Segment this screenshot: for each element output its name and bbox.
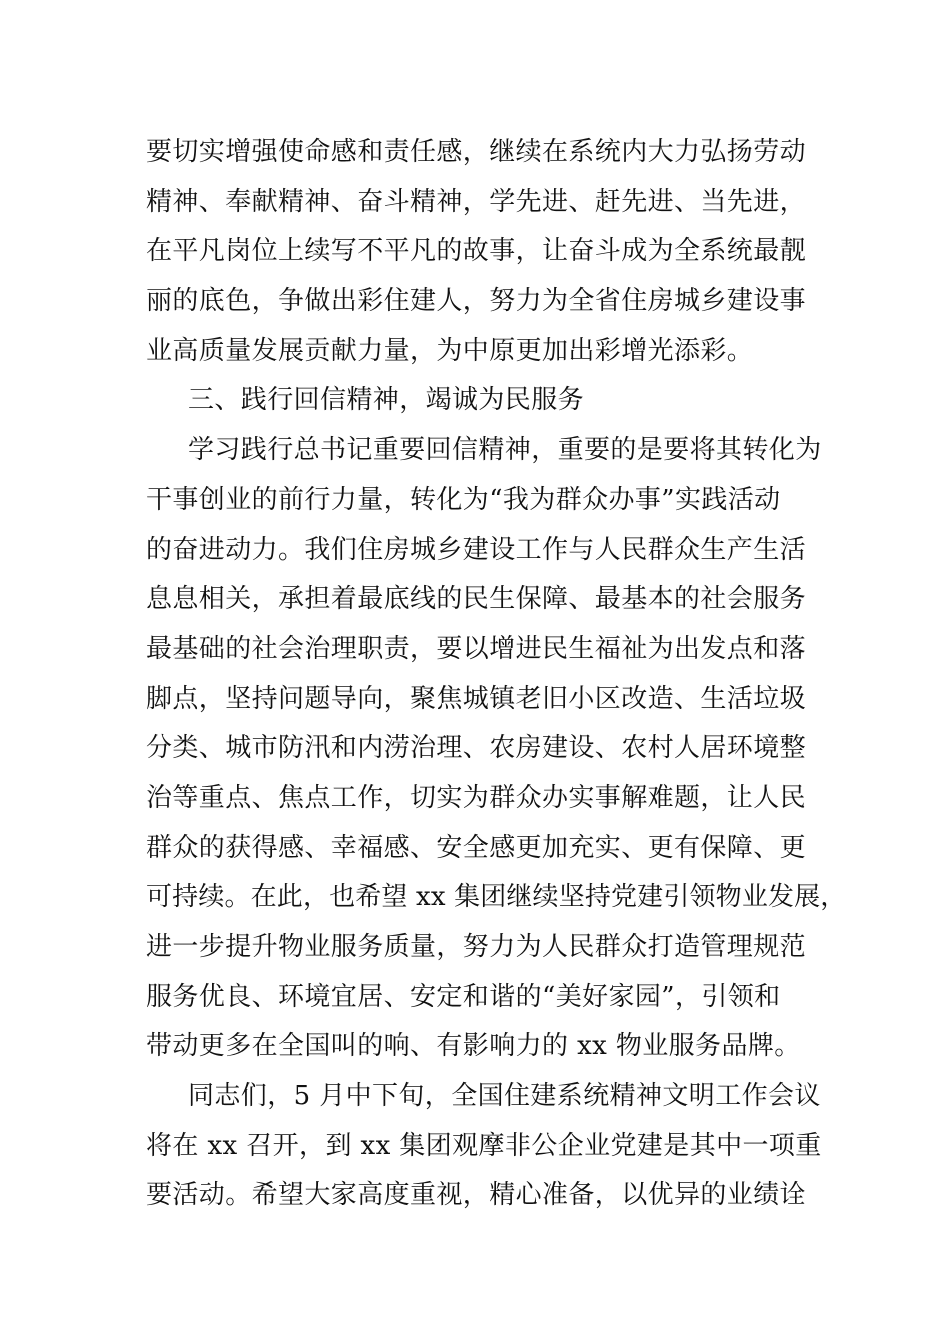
text-line: 分类、城市防汛和内涝治理、农房建设、农村人居环境整 [146,733,807,764]
text-line: 群众的获得感、幸福感、安全感更加充实、更有保障、更 [146,832,807,863]
text-line: 在平凡岗位上续写不平凡的故事，让奋斗成为全系统最靓 [146,236,807,267]
text-line: 脚点，坚持问题导向，聚焦城镇老旧小区改造、生活垃圾 [146,683,807,714]
text-line: 三、践行回信精神，竭诚为民服务 [188,385,585,416]
text-line: 学习践行总书记重要回信精神，重要的是要将其转化为 [188,435,822,466]
text-line: 精神、奉献精神、奋斗精神，学先进、赶先进、当先进， [146,186,807,217]
text-line: 带动更多在全国叫的响、有影响力的 xx 物业服务品牌。 [146,1031,801,1062]
text-line: 业高质量发展贡献力量，为中原更加出彩增光添彩。 [146,335,754,366]
text-line: 最基础的社会治理职责，要以增进民生福祉为出发点和落 [146,633,807,664]
text-line: 息息相关，承担着最底线的民生保障、最基本的社会服务 [146,584,807,615]
body-text [146,128,847,1221]
text-line: 要活动。希望大家高度重视，精心准备，以优异的业绩诠 [146,1180,807,1211]
text-line: 进一步提升物业服务质量，努力为人民群众打造管理规范 [146,932,807,962]
text-line: 服务优良、环境宜居、安定和谐的“美好家园”，引领和 [146,981,781,1012]
text-line: 干事创业的前行力量，转化为“我为群众办事”实践活动 [146,484,781,515]
text-line: 同志们，5 月中下旬，全国住建系统精神文明工作会议 [188,1081,821,1112]
text-line: 治等重点、焦点工作，切实为群众办实事解难题，让人民 [146,782,807,813]
text-line: 要切实增强使命感和责任感，继续在系统内大力弘扬劳动 [146,137,807,167]
text-line: 的奋进动力。我们住房城乡建设工作与人民群众生产生活 [146,534,807,565]
text-line: 将在 xx 召开，到 xx 集团观摩非公企业党建是其中一项重 [146,1130,822,1161]
text-line: 可持续。在此，也希望 xx 集团继续坚持党建引领物业发展， [146,882,847,913]
text-line: 丽的底色，争做出彩住建人，努力为全省住房城乡建设事 [146,286,807,317]
